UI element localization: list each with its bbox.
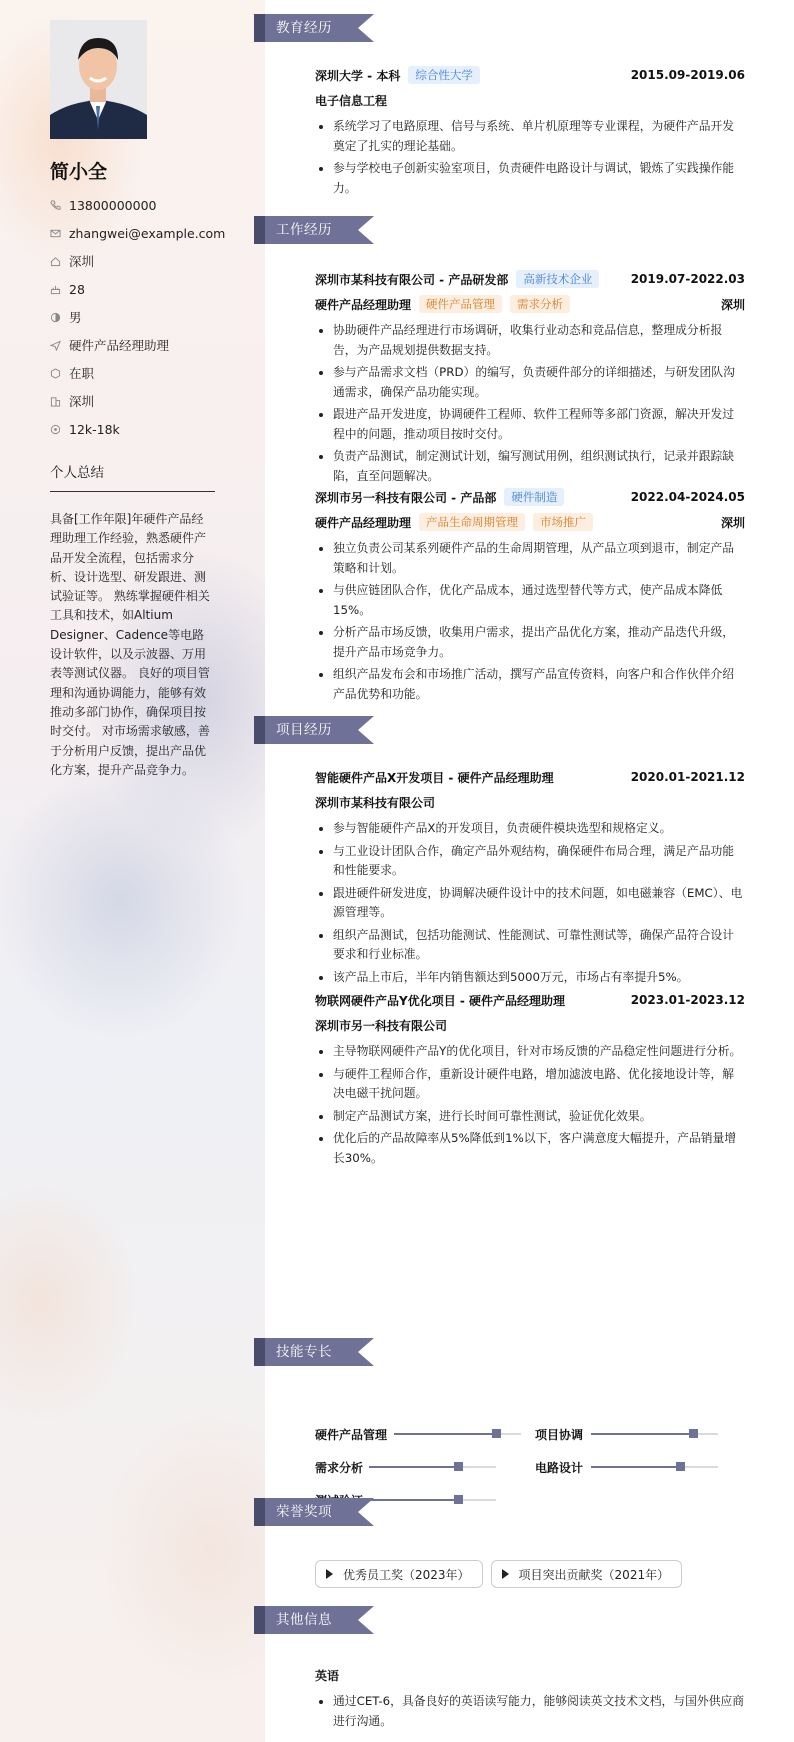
skill-item: [315, 1457, 363, 1477]
role-tag: 产品生命周期管理: [419, 513, 525, 531]
list-item: 分析产品市场反馈，收集用户需求，提出产品优化方案，推动产品迭代升级，提升产品市场竞争力。: [315, 623, 745, 662]
education-date: 2015.09-2019.06: [630, 68, 745, 82]
education-bullets: [315, 117, 745, 198]
skill-bar: [394, 1433, 521, 1435]
list-item: 协助硬件产品经理进行市场调研，收集行业动态和竞品信息，整理成分析报告，为产品规划提供数据支持。: [315, 321, 745, 360]
list-item: 系统学习了电路原理、信号与系统、单片机原理等专业课程，为硬件产品开发奠定了扎实的理论基础。: [315, 117, 745, 156]
skill-name: 需求分析: [315, 1460, 364, 1475]
job-bullets: [315, 321, 745, 486]
job-date: 2022.04-2024.05: [630, 490, 745, 504]
list-item: 跟进产品开发进度，协调硬件工程师、软件工程师等多部门资源，解决开发过程中的问题，推动项目按时交付。: [315, 405, 745, 444]
contact-info-list: [50, 191, 226, 443]
project-bullets: [315, 1042, 745, 1168]
school-name: 深圳大学 - 本科: [315, 68, 401, 83]
skill-bar-fill: [591, 1466, 680, 1468]
section-title: 其他信息: [276, 1612, 332, 1628]
section-title: 项目经历: [276, 722, 332, 738]
section-title: 技能专长: [276, 1344, 332, 1360]
award-item: [491, 1560, 683, 1588]
skill-bar: [591, 1433, 718, 1435]
skill-bar: [369, 1466, 496, 1468]
role-tag: 硬件产品管理: [419, 295, 502, 313]
section-header: [265, 216, 374, 244]
salary-icon: [50, 424, 61, 435]
info-email: [50, 219, 226, 247]
project-bullets: [315, 819, 745, 987]
section-header: [265, 1338, 374, 1366]
school-tag: 综合性大学: [408, 66, 480, 84]
other-bullets: [315, 1692, 745, 1731]
section-other: [265, 1606, 794, 1728]
role-tag: 市场推广: [533, 513, 593, 531]
status-icon: [50, 368, 61, 379]
section-education: [265, 14, 794, 195]
section-header: [265, 14, 374, 42]
candidate-name: 简小全: [50, 161, 108, 183]
play-icon: [326, 1569, 333, 1579]
company-name: 深圳市某科技有限公司 - 产品研发部: [315, 272, 509, 287]
job-bullets: [315, 539, 745, 704]
sidebar: [0, 0, 265, 1742]
project-name: 物联网硬件产品Y优化项目 - 硬件产品经理助理: [315, 993, 566, 1008]
phone-text: 13800000000: [69, 197, 157, 213]
other-subtitle: 英语: [315, 1668, 340, 1683]
skill-name: 电路设计: [535, 1460, 584, 1475]
job-1: [315, 268, 745, 489]
project-org: 深圳市另一科技有限公司: [315, 1018, 448, 1033]
skill-bar-fill: [394, 1433, 496, 1435]
info-position: [50, 331, 215, 359]
summary-title: 个人总结: [50, 461, 215, 492]
skill-item: [535, 1424, 583, 1444]
list-item: 通过CET-6，具备良好的英语读写能力，能够阅读英文技术文档，与国外供应商进行沟通。: [315, 1692, 745, 1731]
send-icon: [50, 340, 61, 351]
info-status: [50, 359, 215, 387]
job-role: 硬件产品经理助理: [315, 297, 412, 312]
summary-text: 具备[工作年限]年硬件产品经理助理工作经验，熟悉硬件产品开发全流程，包括需求分析、设计选型、研发跟进、测试验证等。 熟练掌握硬件相关工具和技术，如Altium Designer、Cadence等电路设计软件，以及示波器、万用表等测试仪器。 良好的项目管理和沟通协调能力，能够有效推动多部门协作，确保项目按时交付。 对市场需求敏感，善于分析用户反馈，提出产品优化方案，提升产品竞争力。: [50, 512, 210, 777]
job-date: 2019.07-2022.03: [630, 272, 745, 286]
avatar: [50, 20, 147, 139]
salary-text: 12k-18k: [69, 421, 120, 437]
award-text: 优秀员工奖（2023年）: [343, 1567, 470, 1582]
major: 电子信息工程: [315, 93, 388, 108]
company-tag: 高新技术企业: [516, 270, 599, 288]
list-item: 跟进硬件研发进度，协调解决硬件设计中的技术问题，如电磁兼容（EMC）、电源管理等。: [315, 884, 745, 923]
project-org: 深圳市某科技有限公司: [315, 795, 436, 810]
info-work-city: [50, 387, 215, 415]
skill-bar-knob: [676, 1462, 685, 1471]
city-text: 深圳: [69, 254, 95, 269]
project-date: 2023.01-2023.12: [630, 993, 745, 1007]
age-text: 28: [69, 281, 85, 297]
section-work: [265, 216, 794, 701]
phone-icon: [50, 200, 61, 211]
section-awards: [265, 1498, 794, 1582]
project-date: 2020.01-2021.12: [630, 770, 745, 784]
project-2: [315, 989, 745, 1171]
cake-icon: [50, 284, 61, 295]
award-item: [315, 1560, 483, 1588]
skill-item: [535, 1457, 583, 1477]
position-text: 硬件产品经理助理: [69, 338, 170, 353]
list-item: 组织产品发布会和市场推广活动，撰写产品宣传资料，向客户和合作伙伴介绍产品优势和功能。: [315, 665, 745, 704]
list-item: 独立负责公司某系列硬件产品的生命周期管理，从产品立项到退市，制定产品策略和计划。: [315, 539, 745, 578]
job-2: [315, 486, 745, 707]
section-header: [265, 1606, 374, 1634]
status-text: 在职: [69, 366, 95, 381]
list-item: 组织产品测试，包括功能测试、性能测试、可靠性测试等，确保产品符合设计要求和行业标准。: [315, 926, 745, 965]
skill-item: [315, 1424, 387, 1444]
gender-text: 男: [69, 310, 82, 325]
company-tag: 硬件制造: [504, 488, 564, 506]
role-tag: 需求分析: [510, 295, 570, 313]
work-city-text: 深圳: [69, 394, 95, 409]
job-role: 硬件产品经理助理: [315, 515, 412, 530]
company-name: 深圳市另一科技有限公司 - 产品部: [315, 490, 497, 505]
job-city: 深圳: [720, 297, 745, 312]
skill-bar-knob: [492, 1429, 501, 1438]
info-city: [50, 247, 215, 275]
building-icon: [50, 396, 61, 407]
skill-name: 项目协调: [535, 1427, 584, 1442]
play-icon: [502, 1569, 509, 1579]
list-item: 参与智能硬件产品X的开发项目，负责硬件模块选型和规格定义。: [315, 819, 745, 839]
project-name: 智能硬件产品X开发项目 - 硬件产品经理助理: [315, 770, 554, 785]
list-item: 参与学校电子创新实验室项目，负责硬件电路设计与调试，锻炼了实践操作能力。: [315, 159, 745, 198]
skill-bar-fill: [591, 1433, 693, 1435]
list-item: 与工业设计团队合作，确定产品外观结构，确保硬件布局合理，满足产品功能和性能要求。: [315, 842, 745, 881]
section-header: [265, 716, 374, 744]
info-phone: [50, 191, 215, 219]
section-title: 教育经历: [276, 20, 332, 36]
project-1: [315, 766, 745, 990]
award-list: [315, 1560, 745, 1588]
list-item: 该产品上市后，半年内销售额达到5000万元，市场占有率提升5%。: [315, 968, 745, 988]
section-skills: [265, 1338, 794, 1475]
info-salary: [50, 415, 215, 443]
home-icon: [50, 256, 61, 267]
mail-icon: [50, 228, 61, 239]
award-text: 项目突出贡献奖（2021年）: [518, 1567, 670, 1582]
list-item: 制定产品测试方案，进行长时间可靠性测试，验证优化效果。: [315, 1107, 745, 1127]
list-item: 与硬件工程师合作，重新设计硬件电路，增加滤波电路、优化接地设计等，解决电磁干扰问题。: [315, 1065, 745, 1104]
list-item: 主导物联网硬件产品Y的优化项目，针对市场反馈的产品稳定性问题进行分析。: [315, 1042, 745, 1062]
section-title: 工作经历: [276, 222, 332, 238]
skill-bar-knob: [454, 1462, 463, 1471]
skill-bar-knob: [689, 1429, 698, 1438]
skill-bar-fill: [369, 1466, 458, 1468]
list-item: 参与产品需求文档（PRD）的编写，负责硬件部分的详细描述，与研发团队沟通需求，确保产品功能实现。: [315, 363, 745, 402]
section-title: 荣誉奖项: [276, 1504, 332, 1520]
skill-name: 硬件产品管理: [315, 1427, 388, 1442]
list-item: 优化后的产品故障率从5%降低到1%以下，客户满意度大幅提升，产品销量增长30%。: [315, 1129, 745, 1168]
email-text: zhangwei@example.com: [69, 225, 226, 241]
section-projects: [265, 716, 794, 1165]
job-city: 深圳: [720, 515, 745, 530]
info-gender: [50, 303, 215, 331]
section-header: [265, 1498, 374, 1526]
list-item: 与供应链团队合作，优化产品成本，通过选型替代等方式，使产品成本降低15%。: [315, 581, 745, 620]
info-age: [50, 275, 215, 303]
skill-bar: [591, 1466, 718, 1468]
list-item: 负责产品测试，制定测试计划，编写测试用例，组织测试执行，记录并跟踪缺陷，直至问题解决。: [315, 447, 745, 486]
gender-icon: [50, 312, 61, 323]
